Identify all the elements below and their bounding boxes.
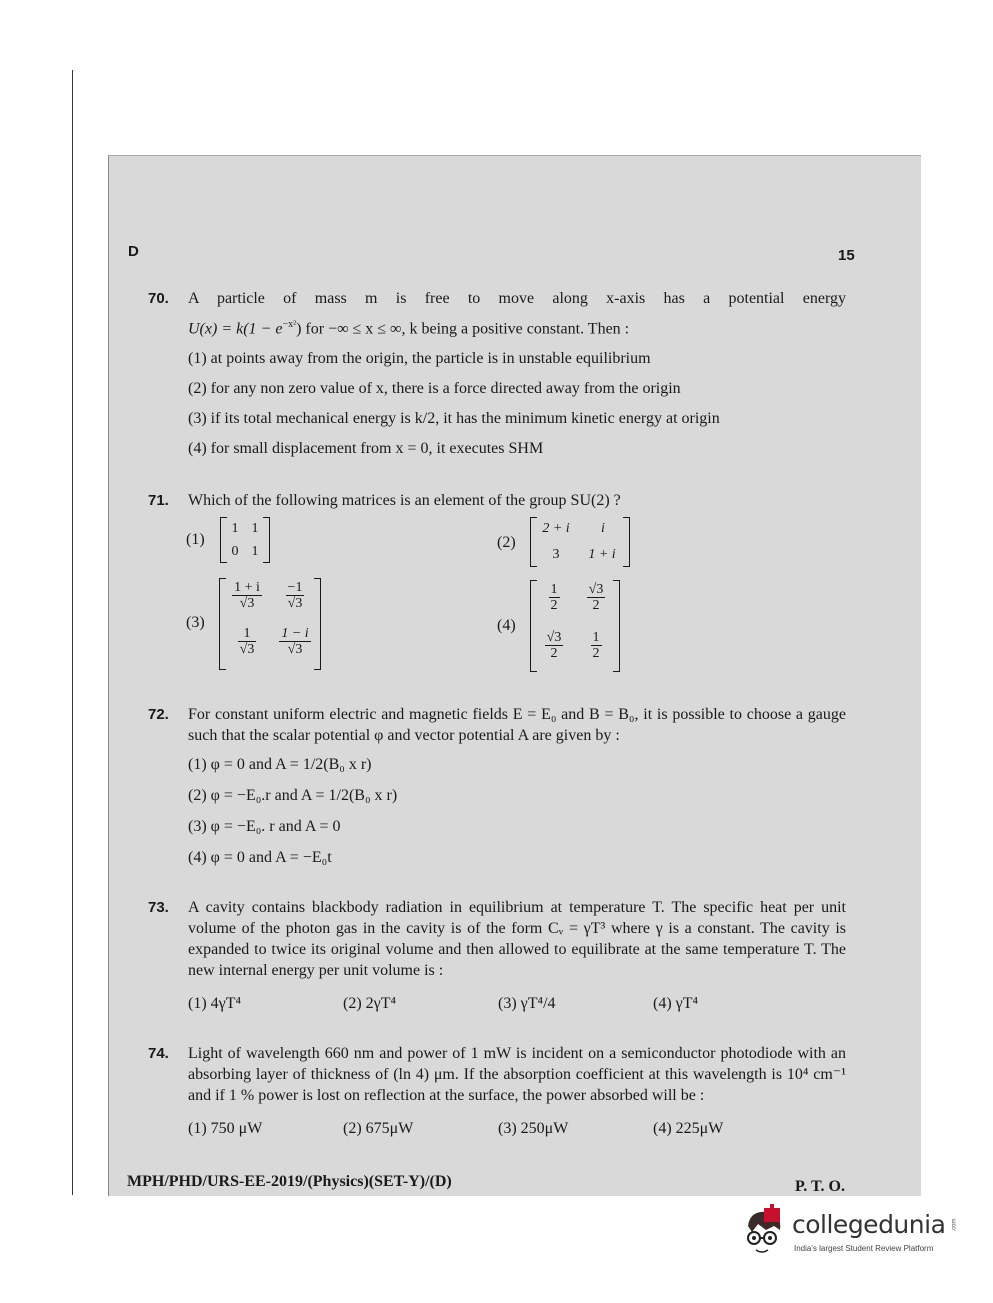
options-row (188, 993, 846, 1014)
option-3: (3) φ = −E₀. r and A = 0 (188, 818, 341, 835)
matrix-label-3: (3) (186, 614, 205, 631)
question-74 (148, 1043, 846, 1139)
matrix-label-2: (2) (497, 534, 516, 551)
logo-suffix: .com (951, 1218, 958, 1232)
logo-wordmark: collegedunia (792, 1210, 946, 1239)
option-3: (3) 250μW (498, 1120, 569, 1137)
potential-formula: $U(x) = k(1 - e^{-x^2})$ for −∞ ≤ x ≤ ∞, k being a positive constant. Then : (188, 319, 630, 338)
question-number: 72. (148, 706, 169, 723)
option-2: (2) φ = −E₀.r and A = 1/2(B₀ x r) (188, 787, 398, 804)
options-row (188, 1118, 846, 1139)
option-4: (4) for small displacement from x = 0, it executes SHM (188, 440, 544, 458)
question-number: 73. (148, 899, 169, 916)
question-text: A particle of mass m is free to move along x-axis has a potential energy (188, 290, 846, 307)
question-73 (148, 897, 846, 1014)
question-70 (148, 288, 846, 459)
question-number: 71. (148, 492, 169, 509)
option-2: (2) 675μW (343, 1120, 414, 1137)
question-72 (148, 704, 846, 868)
option-1: (1) φ = 0 and A = 1/2(B₀ x r) (188, 756, 372, 773)
question-text: For constant uniform electric and magnetic fields E = E₀ and B = B₀, it is possible to choose a gauge such that the scalar potential φ and vector potential A are given by : (188, 706, 846, 744)
option-4: (4) γT⁴ (653, 995, 699, 1012)
option-3: (3) γT⁴/4 (498, 995, 556, 1012)
option-4: (4) φ = 0 and A = −E₀t (188, 849, 332, 866)
matrix-2: 2 + i i 3 1 + i (530, 517, 630, 567)
question-number: 70. (148, 290, 169, 307)
page-edge-line (72, 70, 73, 1195)
option-1: (1) 4γT⁴ (188, 995, 242, 1012)
collegedunia-logo[interactable] (740, 1204, 962, 1264)
question-number: 74. (148, 1045, 169, 1062)
option-2: (2) for any non zero value of x, there is a force directed away from the origin (188, 380, 681, 398)
matrix-label-1: (1) (186, 531, 205, 548)
question-text: Light of wavelength 660 nm and power of 1 mW is incident on a semiconductor photodiode with an absorbing layer of thickness of (ln 4) μm. If the absorption coefficient at this wavelength is 10⁴ cm⁻¹ and if 1 % power is lost on reflection at the surface, the power absorbed will be : (188, 1045, 846, 1104)
matrix-1: 1 1 0 1 (220, 517, 270, 563)
matrix-label-4: (4) (497, 617, 516, 634)
option-3: (3) if its total mechanical energy is k/2, it has the minimum kinetic energy at origin (188, 410, 720, 428)
option-1: (1) 750 μW (188, 1120, 263, 1137)
set-letter: D (128, 243, 139, 260)
pto-label: P. T. O. (795, 1178, 845, 1195)
logo-tagline: India's largest Student Review Platform (794, 1244, 934, 1253)
page-number: 15 (838, 247, 855, 264)
option-2: (2) 2γT⁴ (343, 995, 397, 1012)
matrix-3: $\frac{1 + i}{√3}$ $\frac{-1}{√3}$ $\frac{1}{√3}$ $\frac{1 - i}{√3}$ (219, 578, 321, 670)
mascot-icon (740, 1204, 790, 1260)
option-4: (4) 225μW (653, 1120, 724, 1137)
question-71 (148, 490, 846, 511)
question-text: Which of the following matrices is an element of the group SU(2) ? (188, 492, 621, 509)
matrix-4: $\frac{1}{2}$ $\frac{√3}{2}$ $\frac{√3}{2}$ $\frac{1}{2}$ (530, 580, 620, 672)
paper-code: MPH/PHD/URS-EE-2019/(Physics)(SET-Y)/(D) (127, 1173, 452, 1190)
option-1: (1) at points away from the origin, the particle is in unstable equilibrium (188, 350, 651, 368)
question-text: A cavity contains blackbody radiation in equilibrium at temperature T. The specific heat per unit volume of the photon gas in the cavity is of the form Cᵥ = γT³ where γ is a constant. The cavity is expanded to twice its original volume and then allowed to equilibrate at the same temperature T. The new internal energy per unit volume is : (188, 899, 846, 979)
